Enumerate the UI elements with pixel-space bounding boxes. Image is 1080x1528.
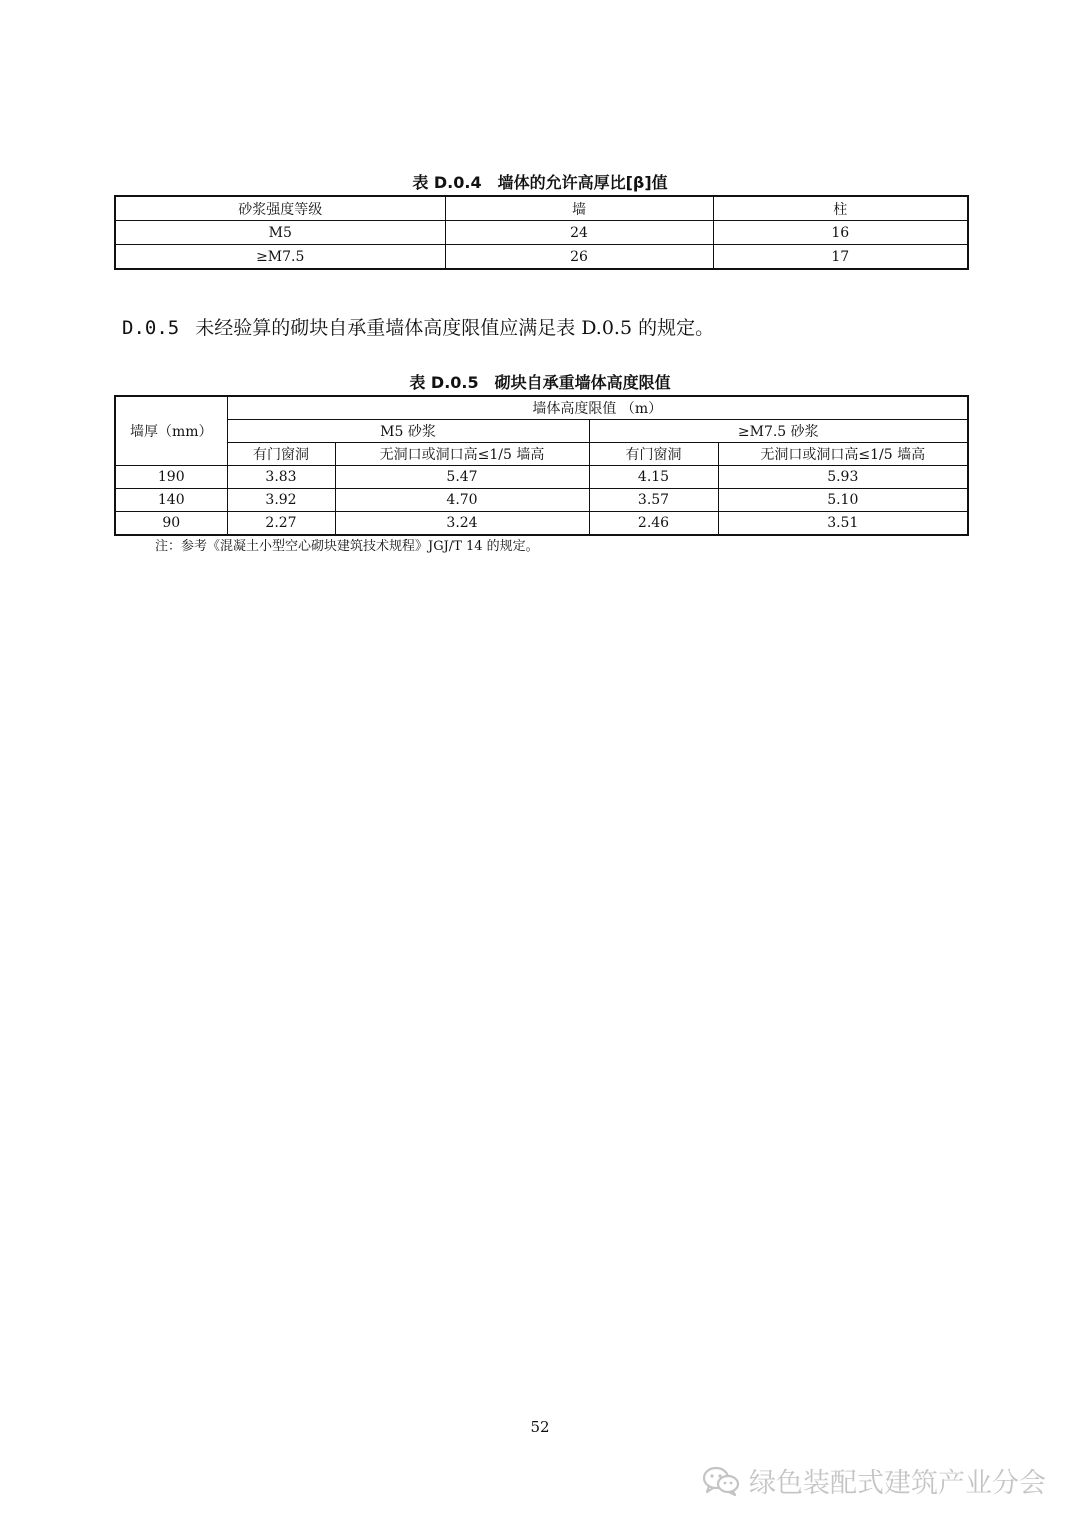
table-cell: 190 xyxy=(115,466,227,489)
header-mortar-grade: 砂浆强度等级 xyxy=(115,196,445,221)
header-with-openings: 有门窗洞 xyxy=(589,443,718,466)
header-without-openings: 无洞口或洞口高≤1/5 墙高 xyxy=(718,443,968,466)
table-cell: 4.15 xyxy=(589,466,718,489)
watermark-text: 绿色装配式建筑产业分会 xyxy=(749,1468,1046,1499)
table-note: 注：参考《混凝土小型空心砌块建筑技术规程》JGJ/T 14 的规定。 xyxy=(155,539,539,554)
header-height-limit: 墙体高度限值 （m） xyxy=(227,396,968,420)
table-cell: 16 xyxy=(713,221,968,245)
page-number: 52 xyxy=(530,1418,550,1436)
table-cell: 3.57 xyxy=(589,489,718,512)
table-cell: ≥M7.5 xyxy=(115,245,445,270)
wechat-icon xyxy=(701,1465,741,1497)
clause-text: 未经验算的砌块自承重墙体高度限值应满足表 D.0.5 的规定。 xyxy=(195,317,715,339)
table-row xyxy=(115,512,968,536)
table-cell: 3.51 xyxy=(718,512,968,536)
table-cell: 5.93 xyxy=(718,466,968,489)
table-cell: 3.24 xyxy=(335,512,589,536)
table-cell: 4.70 xyxy=(335,489,589,512)
table-cell: 5.47 xyxy=(335,466,589,489)
table-header-row xyxy=(115,420,968,443)
table-cell: 90 xyxy=(115,512,227,536)
table-row xyxy=(115,466,968,489)
table-d05-caption: 表 D.0.5 砌块自承重墙体高度限值 xyxy=(409,373,671,392)
table-d04-caption: 表 D.0.4 墙体的允许高厚比[β]值 xyxy=(412,173,668,192)
table-header-row xyxy=(115,396,968,420)
header-m75-mortar: ≥M7.5 砂浆 xyxy=(589,420,968,443)
table-cell: 3.83 xyxy=(227,466,335,489)
clause-d05 xyxy=(122,314,714,342)
table-cell: 26 xyxy=(445,245,713,270)
table-header-row xyxy=(115,443,968,466)
table-cell: 17 xyxy=(713,245,968,270)
table-cell: M5 xyxy=(115,221,445,245)
header-wall: 墙 xyxy=(445,196,713,221)
watermark xyxy=(701,1461,1046,1500)
table-row xyxy=(115,245,968,270)
table-cell: 24 xyxy=(445,221,713,245)
table-cell: 140 xyxy=(115,489,227,512)
table-row xyxy=(115,221,968,245)
header-with-openings: 有门窗洞 xyxy=(227,443,335,466)
clause-number: D.0.5 xyxy=(122,317,180,339)
table-cell: 5.10 xyxy=(718,489,968,512)
table-cell: 2.27 xyxy=(227,512,335,536)
header-column: 柱 xyxy=(713,196,968,221)
table-d04 xyxy=(114,195,969,270)
header-without-openings: 无洞口或洞口高≤1/5 墙高 xyxy=(335,443,589,466)
table-row xyxy=(115,489,968,512)
table-header-row xyxy=(115,196,968,221)
table-cell: 2.46 xyxy=(589,512,718,536)
table-d05 xyxy=(114,395,969,536)
table-cell: 3.92 xyxy=(227,489,335,512)
header-m5-mortar: M5 砂浆 xyxy=(227,420,589,443)
header-wall-thickness: 墙厚（mm） xyxy=(115,396,227,466)
